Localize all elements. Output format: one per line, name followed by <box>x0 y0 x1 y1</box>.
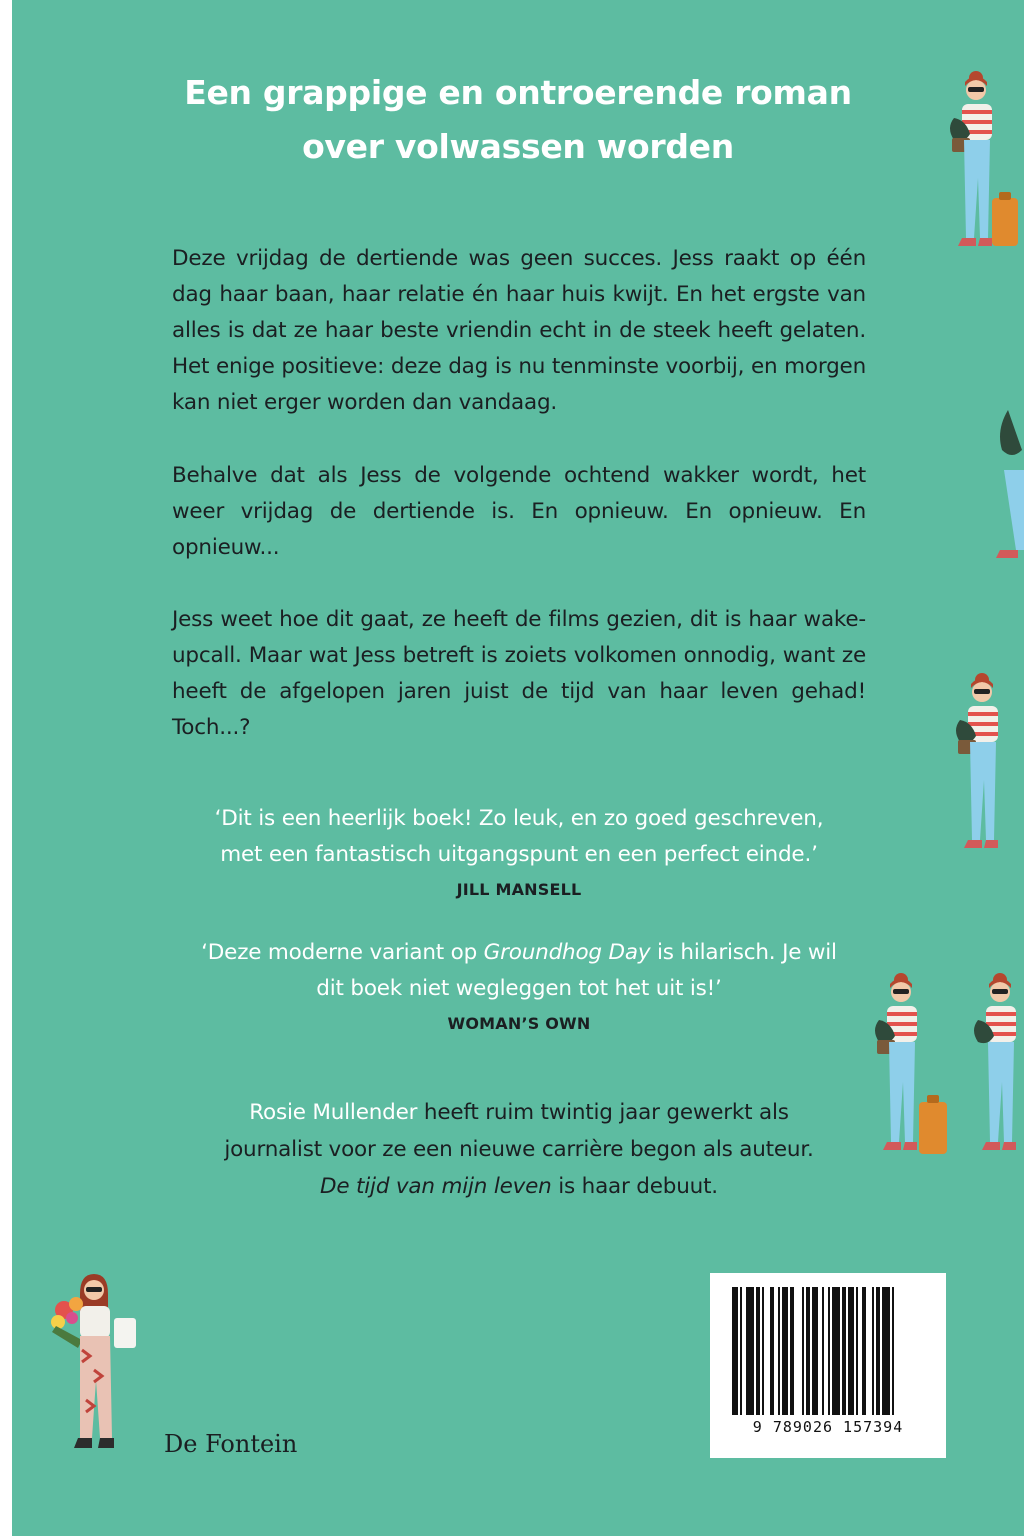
barcode-bar <box>822 1287 824 1415</box>
woman-with-plant-icon-3 <box>962 970 1024 1165</box>
review-quote-1 <box>152 801 886 873</box>
quote-1-line-1: ‘Dit is een heerlijk boek! Zo leuk, en zo goed geschreven, <box>214 806 824 831</box>
barcode-bar <box>732 1287 738 1415</box>
woman-with-suitcase-icon <box>857 970 957 1165</box>
blurb-paragraph-2: Behalve dat als Jess de volgende ochtend wakker wordt, het weer vrijdag de dertiende is. En opnieuw. En opnieuw. En opnieuw... <box>172 463 866 560</box>
headline-line-2: over volwassen worden <box>302 127 734 166</box>
quote-2-text-b: is hilarisch. Je wil <box>650 940 837 965</box>
isbn-number: 9 789026 157394 <box>752 1418 904 1436</box>
barcode-bar <box>782 1287 788 1415</box>
barcode-bar <box>812 1287 818 1415</box>
author-name: Rosie Mullender <box>249 1100 418 1125</box>
barcode-bar <box>778 1287 780 1415</box>
blurb-paragraph-3: Jess weet hoe dit gaat, ze heeft de films gezien, dit is haar wake-upcall. Maar wat Jess betreft is zoiets volkomen onnodig, want ze heeft de afgelopen jaren juist de tijd van haar leven gehad! Toch...? <box>172 607 866 740</box>
woman-with-flowers-icon <box>42 1270 152 1462</box>
barcode-bar <box>848 1287 854 1415</box>
barcode-bar <box>770 1287 774 1415</box>
quote-1-line-2: met een fantastisch uitgangspunt en een perfect einde.’ <box>220 842 818 867</box>
quote-2-movie-title: Groundhog Day <box>483 940 651 965</box>
barcode-bar <box>806 1287 810 1415</box>
woman-with-plant-icon-2 <box>942 670 1024 860</box>
barcode-bar <box>802 1287 804 1415</box>
barcode-bar <box>842 1287 846 1415</box>
woman-with-plant-icon <box>932 68 1024 258</box>
quote-2-line-1 <box>152 935 886 971</box>
barcode-bar <box>762 1287 764 1415</box>
author-bio-text-3: is haar debuut. <box>551 1174 718 1199</box>
barcode-bar <box>872 1287 874 1415</box>
barcode-bar <box>856 1287 858 1415</box>
blurb-paragraph-1: Deze vrijdag de dertiende was geen succes. Jess raakt op één dag haar baan, haar relatie én haar huis kwijt. En het ergste van alles is dat ze haar beste vriendin echt in de steek heeft gelaten. Het enige positieve: deze dag is nu tenminste voorbij, en morgen kan niet erger worden dan vandaag. <box>172 246 866 415</box>
barcode-bar <box>756 1287 760 1415</box>
quote-2-line-2: dit boek niet wegleggen tot het uit is!’ <box>316 976 722 1001</box>
book-back-cover <box>12 0 1024 1536</box>
barcode-bar <box>876 1287 880 1415</box>
barcode-bar <box>882 1287 890 1415</box>
quote-2-attribution: WOMAN’S OWN <box>447 1014 591 1033</box>
author-bio-line-2: journalist voor ze een nieuwe carrière begon als auteur. <box>224 1137 814 1162</box>
barcode-bar <box>892 1287 894 1415</box>
barcode-bar <box>828 1287 830 1415</box>
quote-2-text-a: ‘Deze moderne variant op <box>201 940 484 965</box>
author-bio-text-1: heeft ruim twintig jaar gewerkt als <box>417 1100 789 1125</box>
publisher-name: De Fontein <box>164 1430 298 1458</box>
book-title: De tijd van mijn leven <box>320 1174 552 1199</box>
author-bio-line-3 <box>152 1168 886 1205</box>
review-quote-2 <box>152 935 886 1007</box>
headline-line-1: Een grappige en ontroerende roman <box>184 73 852 112</box>
barcode-bar <box>832 1287 840 1415</box>
barcode-bar <box>862 1287 866 1415</box>
author-bio <box>152 1094 886 1205</box>
barcode-bars <box>732 1287 924 1415</box>
barcode-bar <box>740 1287 742 1415</box>
barcode-bar <box>746 1287 754 1415</box>
quote-1-attribution: JILL MANSELL <box>456 880 582 899</box>
headline <box>12 66 1024 174</box>
author-bio-line-1 <box>152 1094 886 1131</box>
barcode-bar <box>790 1287 794 1415</box>
partial-figure-icon <box>986 410 1024 560</box>
isbn-barcode <box>710 1273 946 1458</box>
